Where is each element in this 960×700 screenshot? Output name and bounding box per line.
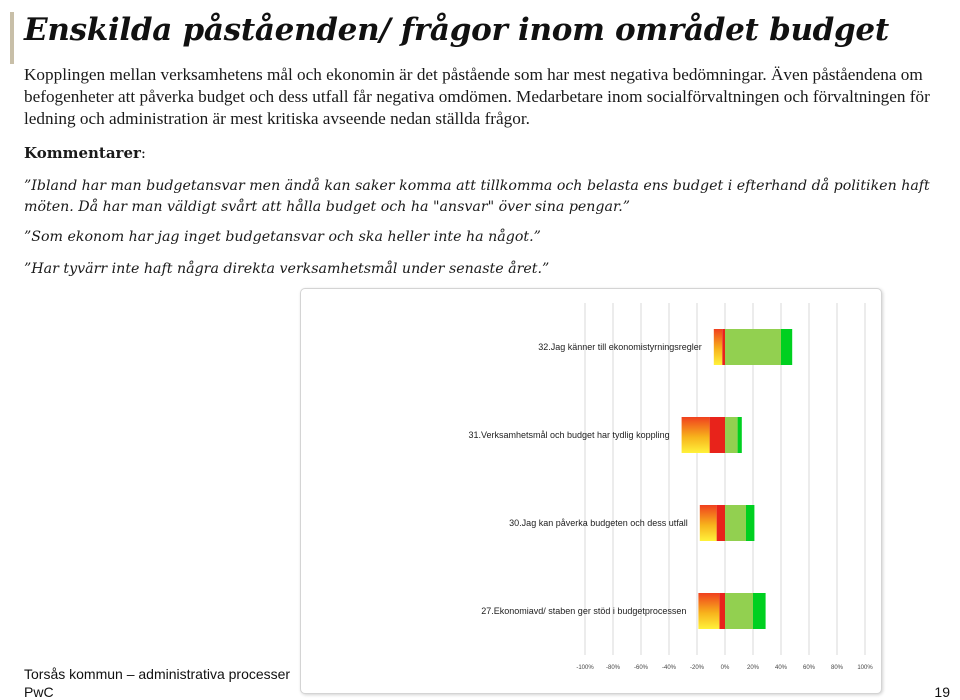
- x-tick-label: 20%: [746, 665, 760, 671]
- x-tick-label: -20%: [689, 665, 705, 671]
- page-number: 19: [934, 684, 950, 700]
- comments-heading-colon: :: [140, 144, 146, 162]
- x-tick-label: 0%: [720, 665, 730, 671]
- category-label: 32.Jag känner till ekonomistyrningsregler: [538, 342, 702, 352]
- comments-heading-label: Kommentarer: [24, 144, 141, 162]
- x-tick-label: 40%: [774, 665, 788, 671]
- comment-quote-3: ”Har tyvärr inte haft några direkta verksamhetsmål under senaste året.”: [24, 261, 550, 277]
- bar-segment: [753, 593, 766, 629]
- bar-segment: [717, 505, 725, 541]
- intro-paragraph: Kopplingen mellan verksamhetens mål och ekonomin är det påstående som har mest negativa bedömningar. Även påståendena om befogenheter att påverka budget och dess utfall får negativa omdömen. Medarbetare inom socialförvaltningen och förvaltningen för ledning och administration är mest kritiska avseende nedan ställda frågor.: [24, 65, 930, 128]
- footer-text: Torsås kommun – administrativa processer: [24, 666, 291, 682]
- bar-segment: [710, 417, 725, 453]
- category-label: 31.Verksamhetsmål och budget har tydlig koppling: [468, 430, 670, 440]
- diverging-bar-chart: [301, 289, 881, 693]
- comment-quote-2: ”Som ekonom har jag inget budgetansvar och ska heller inte ha något.”: [24, 229, 541, 245]
- x-tick-label: -80%: [605, 665, 621, 671]
- bar-segment: [746, 505, 754, 541]
- category-label: 27.Ekonomiavd/ staben ger stöd i budgetprocessen: [481, 606, 687, 616]
- bar-segment: [738, 417, 742, 453]
- x-tick-label: 60%: [802, 665, 816, 671]
- comments-heading: [24, 144, 146, 162]
- bar-segment: [781, 329, 792, 365]
- category-label: 30.Jag kan påverka budgeten och dess utfall: [509, 518, 688, 528]
- bar-segment: [725, 593, 753, 629]
- page-title: Enskilda påståenden/ frågor inom området budget: [24, 12, 889, 48]
- x-tick-label: 80%: [830, 665, 844, 671]
- bar-segment: [725, 329, 781, 365]
- bar-segment: [725, 505, 746, 541]
- x-tick-label: -40%: [661, 665, 677, 671]
- bar-segment: [700, 505, 717, 541]
- footer-organization: PwC: [24, 684, 54, 700]
- x-tick-label: -100%: [576, 665, 594, 671]
- bar-segment: [682, 417, 710, 453]
- bar-segment: [714, 329, 722, 365]
- accent-rule: [10, 12, 14, 64]
- bar-segment: [725, 417, 738, 453]
- x-tick-label: 100%: [857, 665, 873, 671]
- bar-segment: [722, 329, 725, 365]
- chart-panel: [300, 288, 882, 694]
- bar-segment: [719, 593, 725, 629]
- bar-segment: [698, 593, 719, 629]
- x-tick-label: -60%: [633, 665, 649, 671]
- comment-quote-1: ”Ibland har man budgetansvar men ändå kan saker komma att tillkomma och belasta ens budget i efterhand då politiken haft möten. Då har man väldigt svårt att hålla budget och ha "ansvar" över sina pengar.”: [24, 178, 930, 215]
